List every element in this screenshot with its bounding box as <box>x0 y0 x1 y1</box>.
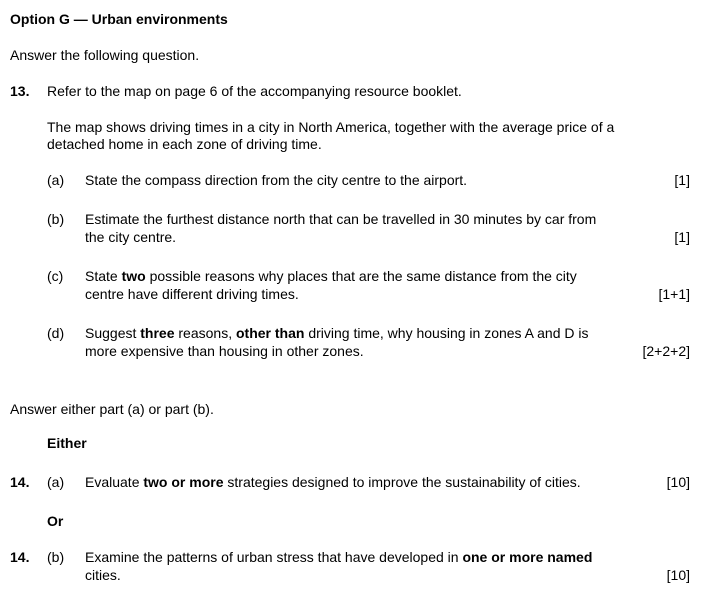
part-text: centre have different driving times. <box>85 286 299 302</box>
part-text: State the compass direction from the city centre to the airport. <box>85 172 468 188</box>
part-label: (b) <box>47 211 65 227</box>
instruction-text: Answer either part (a) or part (b). <box>10 401 214 417</box>
marks-label: [1+1] <box>658 286 690 302</box>
either-label: Either <box>47 435 87 451</box>
emphasis-text: one or more named <box>462 549 593 565</box>
text-segment: possible reasons why places that are the same distance from the city <box>145 268 577 284</box>
part-text: the city centre. <box>85 229 177 245</box>
part-text <box>85 325 588 342</box>
marks-label: [1] <box>674 229 690 245</box>
or-label: Or <box>47 513 64 529</box>
question-description: detached home in each zone of driving time. <box>47 136 322 152</box>
emphasis-text: three <box>140 325 175 341</box>
question-number: 13. <box>10 83 30 99</box>
text-segment: Evaluate <box>85 474 144 490</box>
part-label: (a) <box>47 474 65 490</box>
emphasis-text: two <box>121 268 146 284</box>
marks-label: [10] <box>666 474 690 490</box>
part-text: Estimate the furthest distance north that can be travelled in 30 minutes by car from <box>85 211 597 227</box>
instruction-text: Answer the following question. <box>10 47 200 63</box>
emphasis-text: two or more <box>143 474 224 490</box>
part-text: more expensive than housing in other zones. <box>85 343 364 359</box>
text-segment: Suggest <box>85 325 141 341</box>
text-segment: reasons, <box>174 325 236 341</box>
question-intro: Refer to the map on page 6 of the accompanying resource booklet. <box>47 83 462 99</box>
question-number: 14. <box>10 549 30 565</box>
question-number: 14. <box>10 474 30 490</box>
section-heading: Option G — Urban environments <box>10 11 228 27</box>
part-text <box>85 474 581 491</box>
part-label: (c) <box>47 268 64 284</box>
marks-label: [2+2+2] <box>642 343 690 359</box>
part-text: cities. <box>85 567 121 583</box>
marks-label: [10] <box>666 567 690 583</box>
part-text <box>85 549 592 566</box>
part-label: (d) <box>47 325 65 341</box>
question-description: The map shows driving times in a city in North America, together with the average price of a <box>47 119 615 135</box>
text-segment: State <box>85 268 122 284</box>
text-segment: driving time, why housing in zones A and D is <box>304 325 589 341</box>
text-segment: Examine the patterns of urban stress that have developed in <box>85 549 463 565</box>
part-text <box>85 268 577 285</box>
part-label: (a) <box>47 172 65 188</box>
text-segment: strategies designed to improve the sustainability of cities. <box>223 474 581 490</box>
marks-label: [1] <box>674 172 690 188</box>
emphasis-text: other than <box>235 325 305 341</box>
part-label: (b) <box>47 549 65 565</box>
